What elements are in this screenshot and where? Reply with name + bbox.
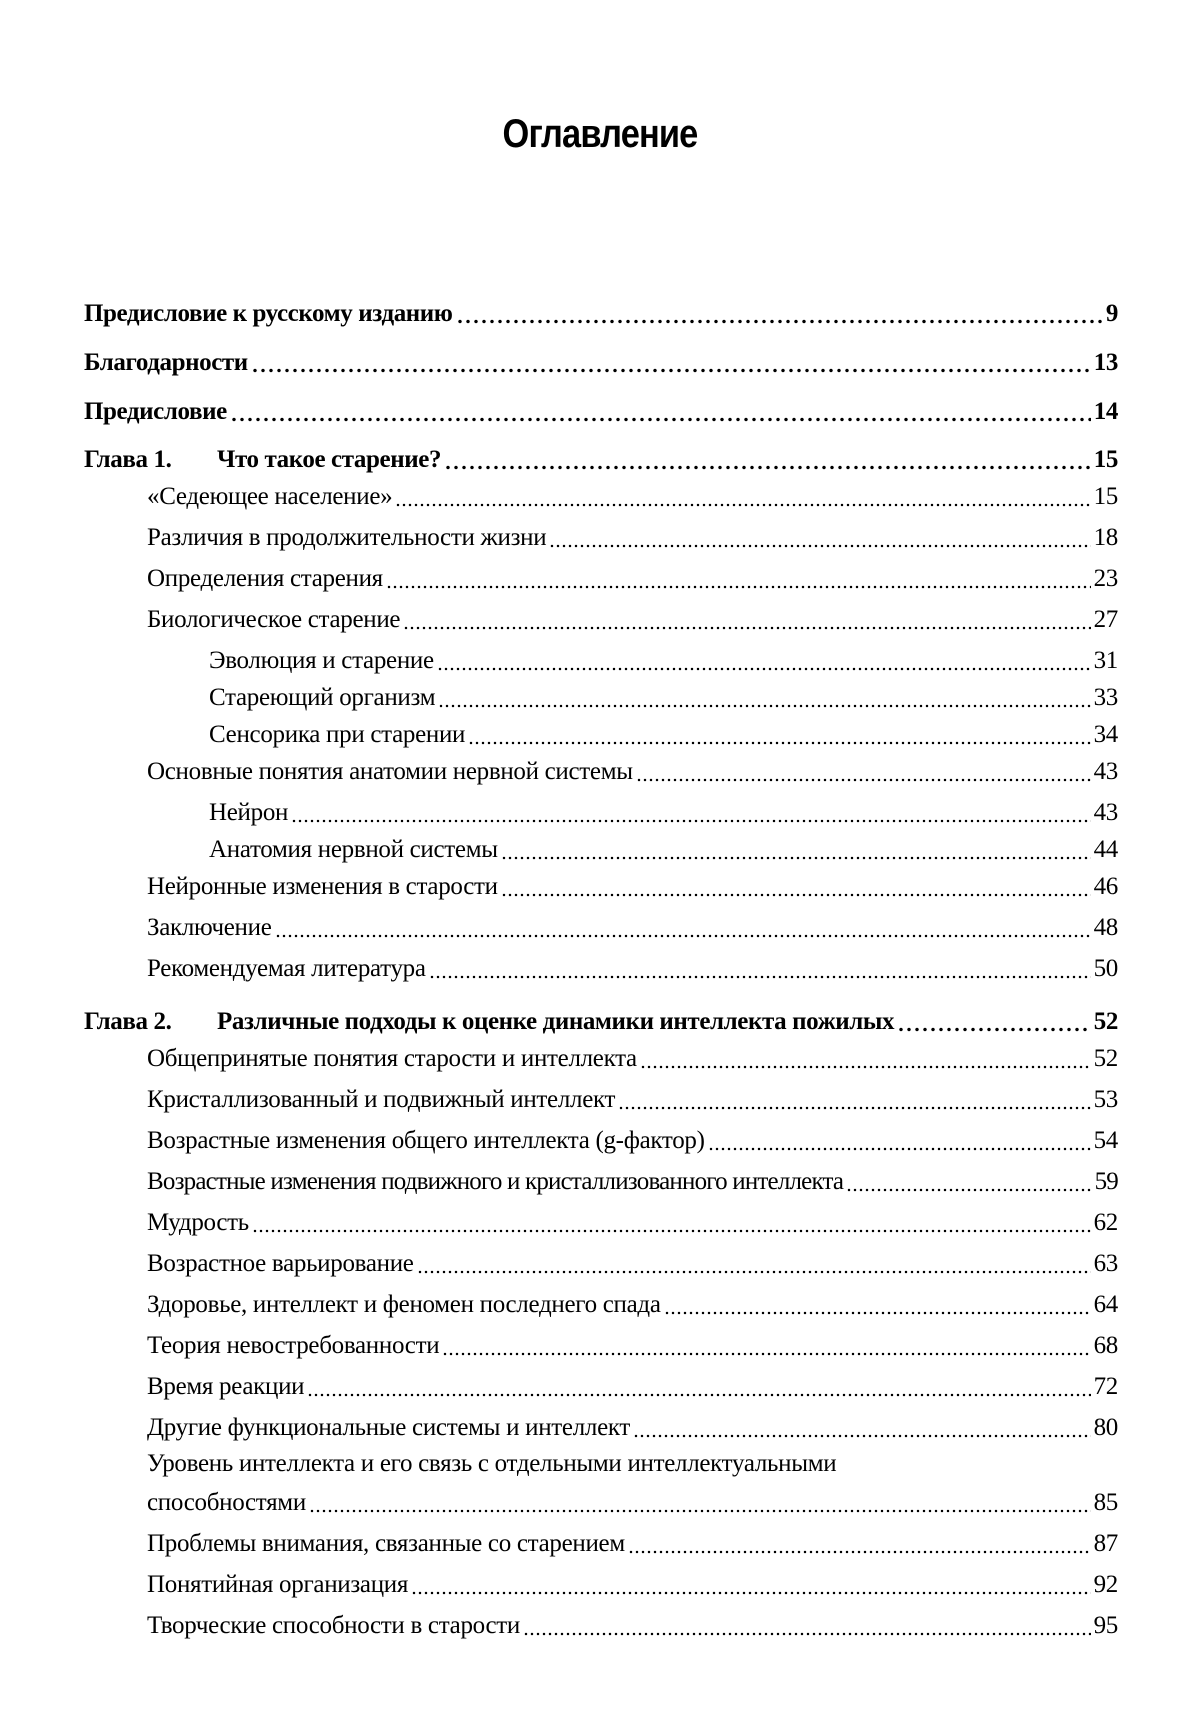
entry-page: 62 (1093, 1209, 1118, 1236)
entry-page: 34 (1093, 721, 1118, 748)
entry-page: 52 (1093, 1008, 1118, 1035)
toc-entry[interactable] (209, 832, 1118, 864)
dot-leader (395, 482, 1090, 507)
toc-entry[interactable] (147, 1369, 1118, 1401)
toc-entry[interactable] (147, 1567, 1118, 1599)
toc-entry-line1[interactable]: Уровень интеллекта и его связь с отдельными интеллектуальными (147, 1450, 837, 1477)
entry-page: 33 (1093, 684, 1118, 711)
entry-title: Основные понятия анатомии нервной системы (147, 758, 633, 785)
toc-entry[interactable] (147, 869, 1118, 901)
dot-leader (442, 1331, 1090, 1356)
dot-leader (456, 299, 1103, 324)
entry-page: 72 (1093, 1373, 1118, 1400)
entry-page: 54 (1093, 1127, 1118, 1154)
entry-title: Проблемы внимания, связанные со старением (147, 1530, 625, 1557)
dot-leader (501, 872, 1091, 897)
dot-leader (628, 1529, 1091, 1554)
toc-entry-acknowledgements[interactable] (84, 345, 1118, 377)
entry-page: 64 (1093, 1291, 1118, 1318)
chapter-number: Глава 2. (84, 1008, 172, 1035)
toc-entry[interactable] (147, 754, 1118, 786)
entry-title: Возрастное варьирование (147, 1250, 414, 1277)
entry-title: Эволюция и старение (209, 647, 434, 674)
entry-title: Другие функциональные системы и интеллект (147, 1414, 631, 1441)
toc-entry[interactable] (147, 561, 1118, 593)
entry-title: Предисловие (84, 398, 227, 425)
toc-entry[interactable] (147, 1164, 1118, 1196)
entry-title: Общепринятые понятия старости и интеллекта (147, 1045, 637, 1072)
toc-entry[interactable] (147, 1328, 1118, 1360)
entry-title: Различия в продолжительности жизни (147, 524, 547, 551)
entry-page: 43 (1093, 799, 1118, 826)
toc-entry[interactable] (209, 795, 1118, 827)
toc-entry[interactable] (147, 1526, 1118, 1558)
dot-leader (846, 1167, 1091, 1192)
entry-title: Предисловие к русскому изданию (84, 300, 453, 327)
entry-title: Творческие способности в старости (147, 1612, 520, 1639)
entry-page: 31 (1093, 647, 1118, 674)
toc-entry-chapter-1[interactable] (84, 442, 1118, 474)
dot-leader (252, 1208, 1091, 1233)
entry-page: 23 (1093, 565, 1118, 592)
dot-leader (444, 445, 1091, 470)
dot-leader (640, 1044, 1091, 1069)
dot-leader (429, 954, 1091, 979)
entry-page: 18 (1093, 524, 1118, 551)
entry-title: Кристаллизованный и подвижный интеллект (147, 1086, 616, 1113)
toc-entry[interactable] (147, 1205, 1118, 1237)
entry-title: Биологическое старение (147, 606, 401, 633)
entry-page: 80 (1093, 1414, 1118, 1441)
entry-title: Нейрон (209, 799, 289, 826)
toc-entry[interactable] (147, 1410, 1118, 1442)
entry-title: Сенсорика при старении (209, 721, 466, 748)
toc-entry[interactable] (147, 951, 1118, 983)
chapter-number: Глава 1. (84, 446, 172, 473)
dot-leader (468, 720, 1090, 745)
dot-leader (549, 523, 1090, 548)
dot-leader (501, 835, 1091, 860)
entry-page: 44 (1093, 836, 1118, 863)
entry-page: 92 (1093, 1571, 1118, 1598)
toc-entry-preface[interactable] (84, 394, 1118, 426)
dot-leader (309, 1488, 1091, 1513)
dot-leader (633, 1413, 1091, 1438)
entry-title: «Седеющее население» (147, 483, 393, 510)
entry-title: Определения старения (147, 565, 383, 592)
toc-entry[interactable] (147, 1287, 1118, 1319)
entry-title: Мудрость (147, 1209, 249, 1236)
toc-entry[interactable] (147, 1041, 1118, 1073)
entry-page: 9 (1105, 300, 1118, 327)
dot-leader (275, 913, 1091, 938)
dot-leader (411, 1570, 1091, 1595)
entry-page: 46 (1093, 873, 1118, 900)
toc-entry[interactable] (147, 479, 1118, 511)
toc-entry-preface-russian[interactable] (84, 296, 1118, 328)
entry-title: Понятийная организация (147, 1571, 409, 1598)
entry-page: 13 (1093, 349, 1118, 376)
entry-page: 43 (1093, 758, 1118, 785)
entry-title: Возрастные изменения общего интеллекта (g-фактор) (147, 1127, 705, 1154)
dot-leader (664, 1290, 1091, 1315)
dot-leader (417, 1249, 1091, 1274)
dot-leader (307, 1372, 1090, 1397)
dot-leader (708, 1126, 1091, 1151)
entry-page: 95 (1093, 1612, 1118, 1639)
entry-title: Нейронные изменения в старости (147, 873, 498, 900)
toc-entry[interactable] (147, 1123, 1118, 1155)
entry-title: Заключение (147, 914, 272, 941)
toc-entry[interactable] (209, 680, 1118, 712)
dot-leader (230, 397, 1091, 422)
toc-entry[interactable] (147, 910, 1118, 942)
toc-entry[interactable] (147, 602, 1118, 634)
entry-page: 85 (1093, 1489, 1118, 1516)
dot-leader (386, 564, 1091, 589)
dot-leader (437, 646, 1091, 671)
entry-page: 53 (1093, 1086, 1118, 1113)
entry-title: Теория невостребованности (147, 1332, 440, 1359)
toc-entry[interactable] (209, 717, 1118, 749)
entry-title: Благодарности (84, 349, 248, 376)
entry-page: 15 (1093, 483, 1118, 510)
entry-title: способностями (147, 1489, 306, 1516)
entry-title: Стареющий организм (209, 684, 436, 711)
dot-leader (403, 605, 1090, 630)
entry-title: Анатомия нервной системы (209, 836, 498, 863)
entry-title: Здоровье, интеллект и феномен последнего спада (147, 1291, 661, 1318)
dot-leader (523, 1611, 1091, 1636)
entry-page: 14 (1093, 398, 1118, 425)
entry-page: 50 (1093, 955, 1118, 982)
entry-page: 87 (1093, 1530, 1118, 1557)
toc-entry[interactable] (147, 1246, 1118, 1278)
entry-page: 27 (1093, 606, 1118, 633)
dot-leader (636, 757, 1091, 782)
toc-entry[interactable] (209, 643, 1118, 675)
toc-entry[interactable] (147, 1608, 1118, 1640)
entry-title: Возрастные изменения подвижного и кристаллизованного интеллекта (147, 1168, 844, 1195)
entry-title: Рекомендуемая литература (147, 955, 426, 982)
entry-title: Что такое старение? (217, 446, 442, 473)
toc-entry-chapter-2[interactable] (84, 1004, 1118, 1036)
dot-leader (618, 1085, 1090, 1110)
entry-page: 15 (1093, 446, 1118, 473)
toc-entry[interactable] (147, 520, 1118, 552)
dot-leader (438, 683, 1090, 708)
dot-leader (291, 798, 1090, 823)
entry-page: 68 (1093, 1332, 1118, 1359)
entry-page: 48 (1093, 914, 1118, 941)
entry-page: 63 (1093, 1250, 1118, 1277)
entry-title: Различные подходы к оценке динамики интеллекта пожилых (217, 1008, 895, 1035)
page-title: Оглавление (502, 112, 698, 156)
toc-entry[interactable] (147, 1485, 1118, 1517)
toc-entry[interactable] (147, 1082, 1118, 1114)
entry-page: 52 (1093, 1045, 1118, 1072)
entry-page: 59 (1094, 1168, 1118, 1195)
dot-leader (251, 348, 1091, 373)
entry-title: Время реакции (147, 1373, 305, 1400)
dot-leader (897, 1007, 1091, 1032)
